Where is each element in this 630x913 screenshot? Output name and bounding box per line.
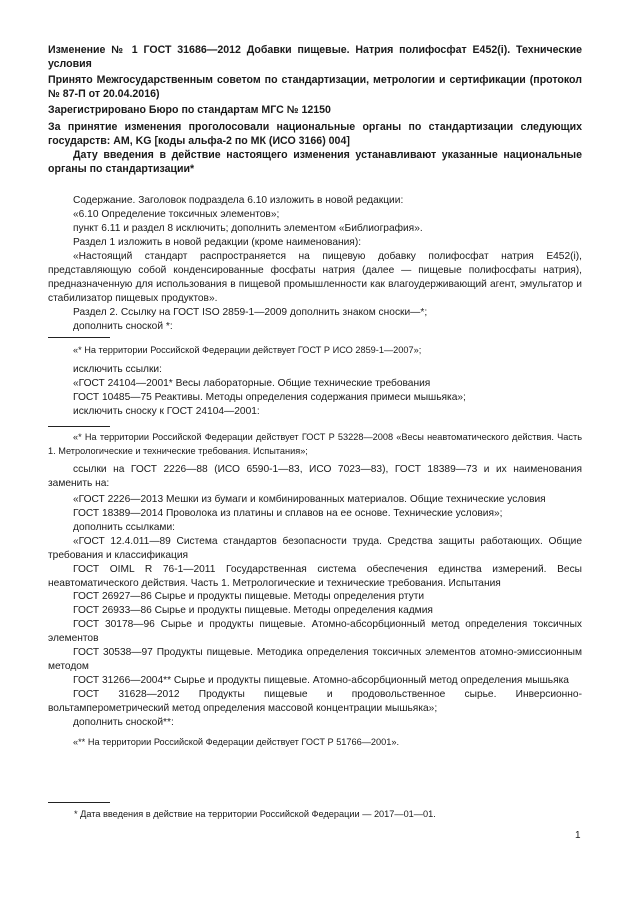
inline-footnote: «* На территории Российской Федерации действует ГОСТ Р ИСО 2859-1—2007»; bbox=[73, 345, 422, 356]
paragraph: дополнить сноской *: bbox=[73, 320, 173, 332]
amendment-title: Изменение № 1 ГОСТ 31686—2012 Добавки пищевые. Натрия полифосфат Е452(i). Технические условия bbox=[48, 44, 582, 70]
paragraph: ГОСТ 26933—86 Сырье и продукты пищевые. Методы определения кадмия bbox=[73, 605, 433, 617]
paragraph: Раздел 2. Ссылку на ГОСТ ISO 2859-1—2009 дополнить знаком сноски—*; bbox=[73, 306, 428, 318]
paragraph: ГОСТ OIML R 76-1—2011 Государственная система обеспечения единства измерений. Весы неавтоматического действия. Часть 1. Метрологические и технические требования. Испытания bbox=[48, 563, 582, 589]
paragraph: ГОСТ 26927—86 Сырье и продукты пищевые. Методы определения ртути bbox=[73, 591, 425, 603]
paragraph: ссылки на ГОСТ 2226—88 (ИСО 6590-1—83, ИСО 7023—83), ГОСТ 18389—73 и их наименования заменить на: bbox=[48, 464, 582, 490]
paragraph: «Настоящий стандарт распространяется на пищевую добавку полифосфат натрия Е452(i), представляющую собой конденсированные фосфаты натрия (далее — пищевые полифосфаты натрия), предназначенную для использования в пищевой промышленности как влагоудерживающий агент, эмульгатор и стабилизатор пищевых продуктов». bbox=[48, 250, 582, 304]
paragraph: исключить сноску к ГОСТ 24104—2001: bbox=[73, 405, 260, 417]
page-number: 1 bbox=[575, 830, 581, 841]
paragraph: ГОСТ 30178—96 Сырье и продукты пищевые. Атомно-абсорбционный метод определения токсичных элементов bbox=[48, 619, 582, 645]
paragraph: дополнить ссылками: bbox=[73, 521, 175, 533]
paragraph: ГОСТ 31628—2012 Продукты пищевые и продовольственное сырье. Инверсионно-вольтамперометрический метод определения массовой концентрации мышьяка»; bbox=[48, 688, 582, 714]
paragraph: пункт 6.11 и раздел 8 исключить; дополнить элементом «Библиография». bbox=[73, 223, 423, 235]
registered-note: Зарегистрировано Бюро по стандартам МГС № 12150 bbox=[48, 104, 331, 117]
amendment-body bbox=[48, 194, 582, 750]
footnote-divider bbox=[48, 337, 110, 338]
paragraph: ГОСТ 18389—2014 Проволока из платины и сплавов на ее основе. Технические условия»; bbox=[73, 507, 503, 519]
paragraph: Содержание. Заголовок подраздела 6.10 изложить в новой редакции: bbox=[73, 195, 404, 207]
paragraph: дополнить сноской**: bbox=[73, 716, 174, 728]
footnote-divider bbox=[48, 426, 110, 427]
document-page bbox=[48, 44, 582, 750]
inline-footnote: «** На территории Российской Федерации действует ГОСТ Р 51766—2001». bbox=[73, 737, 400, 748]
effective-date-note: Дату введения в действие настоящего изменения устанавливают указанные национальные органы по стандартизации* bbox=[48, 149, 582, 175]
paragraph: «6.10 Определение токсичных элементов»; bbox=[73, 209, 280, 221]
paragraph: «ГОСТ 24104—2001* Весы лабораторные. Общие технические требования bbox=[73, 377, 431, 389]
adopted-note: Принято Межгосударственным советом по стандартизации, метрологии и сертификации (протокол № 87-П от 20.04.2016) bbox=[48, 74, 582, 100]
paragraph: ГОСТ 31266—2004** Сырье и продукты пищевые. Атомно-абсорбционный метод определения мышьяка bbox=[73, 674, 569, 686]
paragraph: «ГОСТ 2226—2013 Мешки из бумаги и комбинированных материалов. Общие технические условия bbox=[73, 494, 546, 506]
paragraph: Раздел 1 изложить в новой редакции (кроме наименования): bbox=[73, 237, 362, 249]
page-footnote-divider bbox=[48, 802, 110, 803]
paragraph: исключить ссылки: bbox=[73, 363, 162, 375]
paragraph: ГОСТ 30538—97 Продукты пищевые. Методика определения токсичных элементов атомно-эмиссионным методом bbox=[48, 647, 582, 672]
page-footnote: * Дата введения в действие на территории Российской Федерации — 2017—01—01. bbox=[74, 809, 436, 819]
inline-footnote: «* На территории Российской Федерации действует ГОСТ Р 53228—2008 «Весы неавтоматического действия. Часть 1. Метрологические и технические требования. Испытания»; bbox=[48, 432, 582, 456]
voted-note: За принятие изменения проголосовали национальные органы по стандартизации следующих государств: AM, KG [коды альфа-2 по МК (ИСО 3166) 004] bbox=[48, 120, 582, 147]
paragraph: ГОСТ 10485—75 Реактивы. Методы определения содержания примеси мышьяка»; bbox=[73, 391, 466, 403]
paragraph: «ГОСТ 12.4.011—89 Система стандартов безопасности труда. Средства защиты работающих. Общие требования и классификация bbox=[48, 535, 582, 561]
